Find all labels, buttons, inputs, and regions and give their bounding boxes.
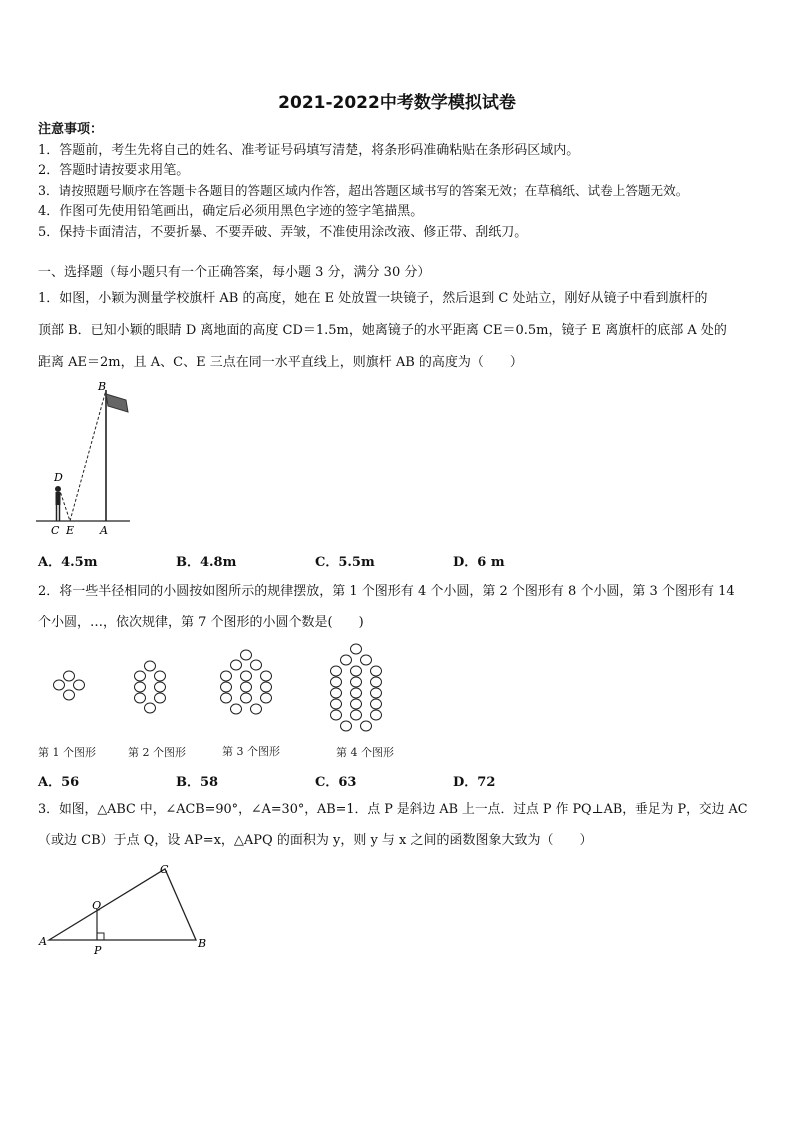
figure-caption: 第 4 个图形 bbox=[336, 746, 394, 759]
notice-item: 3．请按照题号顺序在答题卡各题目的答题区域内作答，超出答题区域书写的答案无效；在草稿纸、试卷上答题无效。 bbox=[38, 183, 689, 198]
small-circle bbox=[351, 699, 362, 709]
right-angle-mark bbox=[97, 933, 104, 940]
figure-caption: 第 2 个图形 bbox=[128, 746, 186, 759]
label-P: P bbox=[94, 944, 102, 957]
notice-item: 1．答题前，考生先将自己的姓名、准考证号码填写清楚，将条形码准确粘贴在条形码区域内。 bbox=[38, 143, 580, 158]
triangle-abc bbox=[49, 869, 196, 940]
small-circle bbox=[351, 688, 362, 698]
small-circle bbox=[261, 682, 272, 692]
flag-icon bbox=[106, 394, 128, 412]
small-circle bbox=[371, 666, 382, 676]
label-C: C bbox=[51, 524, 60, 537]
pattern-figure-4 bbox=[331, 644, 382, 731]
small-circle bbox=[351, 677, 362, 687]
small-circle bbox=[221, 671, 232, 681]
circle-pattern-figure bbox=[40, 640, 410, 735]
small-circle bbox=[351, 710, 362, 720]
small-circle bbox=[64, 690, 75, 700]
small-circle bbox=[331, 677, 342, 687]
person-body-icon bbox=[56, 492, 61, 505]
notice-item: 2．答题时请按要求用笔。 bbox=[38, 163, 190, 178]
small-circle bbox=[241, 693, 252, 703]
question-2-line: 2．将一些半径相同的小圆按如图所示的规律摆放，第 1 个图形有 4 个小圆，第 2 个图形有 8 个小圆，第 3 个图形有 14 bbox=[38, 584, 735, 599]
small-circle bbox=[361, 655, 372, 665]
small-circle bbox=[331, 688, 342, 698]
option-c[interactable]: C．5.5m bbox=[315, 555, 375, 570]
small-circle bbox=[74, 680, 85, 690]
small-circle bbox=[331, 710, 342, 720]
small-circle bbox=[251, 660, 262, 670]
small-circle bbox=[155, 671, 166, 681]
label-B: B bbox=[98, 380, 107, 393]
notice-heading: 注意事项： bbox=[38, 122, 104, 137]
small-circle bbox=[261, 693, 272, 703]
reflection-line bbox=[70, 390, 106, 521]
question-3-line: 3．如图，△ABC 中，∠ACB=90°，∠A=30°，AB=1．点 P 是斜边 AB 上一点．过点 P 作 PQ⊥AB，垂足为 P，交边 AC bbox=[38, 802, 748, 817]
small-circle bbox=[241, 650, 252, 660]
small-circle bbox=[145, 703, 156, 713]
section-heading: 一、选择题（每小题只有一个正确答案，每小题 3 分，满分 30 分） bbox=[38, 265, 431, 280]
small-circle bbox=[371, 688, 382, 698]
small-circle bbox=[361, 721, 372, 731]
small-circle bbox=[145, 661, 156, 671]
small-circle bbox=[241, 671, 252, 681]
question-1-line: 距离 AE＝2m，且 A、C、E 三点在同一水平直线上，则旗杆 AB 的高度为（ ） bbox=[38, 355, 523, 370]
label-Q: Q bbox=[92, 899, 102, 912]
small-circle bbox=[351, 644, 362, 654]
flagpole-figure bbox=[36, 376, 136, 538]
small-circle bbox=[331, 666, 342, 676]
question-3-line: （或边 CB）于点 Q，设 AP=x，△APQ 的面积为 y，则 y 与 x 之间的函数图象大致为（ ） bbox=[38, 833, 593, 848]
sight-line bbox=[59, 488, 70, 521]
question-1-line: 1．如图，小颖为测量学校旗杆 AB 的高度，她在 E 处放置一块镜子，然后退到 C 处站立，刚好从镜子中看到旗杆的 bbox=[38, 291, 708, 306]
small-circle bbox=[221, 693, 232, 703]
small-circle bbox=[155, 682, 166, 692]
label-D: D bbox=[54, 471, 63, 484]
label-E: E bbox=[66, 524, 75, 537]
option-a[interactable]: A．4.5m bbox=[38, 555, 98, 570]
question-2-line: 个小圆，…，依次规律，第 7 个图形的小圆个数是( ) bbox=[38, 615, 364, 630]
small-circle bbox=[135, 682, 146, 692]
small-circle bbox=[231, 704, 242, 714]
label-C: C bbox=[160, 863, 169, 876]
small-circle bbox=[64, 671, 75, 681]
small-circle bbox=[241, 682, 252, 692]
option-b[interactable]: B．58 bbox=[176, 775, 219, 790]
small-circle bbox=[341, 655, 352, 665]
option-a[interactable]: A．56 bbox=[38, 775, 80, 790]
page-title: 2021-2022中考数学模拟试卷 bbox=[278, 93, 516, 113]
small-circle bbox=[261, 671, 272, 681]
small-circle bbox=[54, 680, 65, 690]
option-b[interactable]: B．4.8m bbox=[176, 555, 237, 570]
small-circle bbox=[371, 699, 382, 709]
small-circle bbox=[135, 693, 146, 703]
label-A: A bbox=[39, 935, 47, 948]
notice-item: 4．作图可先使用铅笔画出，确定后必须用黑色字迹的签字笔描黑。 bbox=[38, 204, 424, 219]
small-circle bbox=[231, 660, 242, 670]
figure-caption: 第 3 个图形 bbox=[222, 745, 280, 758]
option-c[interactable]: C．63 bbox=[315, 775, 357, 790]
label-A: A bbox=[100, 524, 108, 537]
triangle-figure bbox=[36, 860, 208, 958]
small-circle bbox=[331, 699, 342, 709]
label-B: B bbox=[198, 937, 207, 950]
small-circle bbox=[371, 677, 382, 687]
small-circle bbox=[221, 682, 232, 692]
figure-caption: 第 1 个图形 bbox=[38, 746, 96, 759]
option-d[interactable]: D．72 bbox=[453, 775, 496, 790]
pattern-figure-2 bbox=[135, 661, 166, 713]
small-circle bbox=[371, 710, 382, 720]
notice-item: 5．保持卡面清洁，不要折暴、不要弄破、弄皱，不准使用涂改液、修正带、刮纸刀。 bbox=[38, 225, 528, 240]
small-circle bbox=[351, 666, 362, 676]
pattern-figure-3 bbox=[221, 650, 272, 714]
small-circle bbox=[155, 693, 166, 703]
small-circle bbox=[251, 704, 262, 714]
option-d[interactable]: D．6 m bbox=[453, 555, 505, 570]
small-circle bbox=[341, 721, 352, 731]
question-1-line: 顶部 B．已知小颖的眼睛 D 离地面的高度 CD＝1.5m，她离镜子的水平距离 CE＝0.5m，镜子 E 离旗杆的底部 A 处的 bbox=[38, 323, 727, 338]
pattern-figure-1 bbox=[54, 671, 85, 700]
small-circle bbox=[135, 671, 146, 681]
person-head-icon bbox=[55, 486, 61, 492]
